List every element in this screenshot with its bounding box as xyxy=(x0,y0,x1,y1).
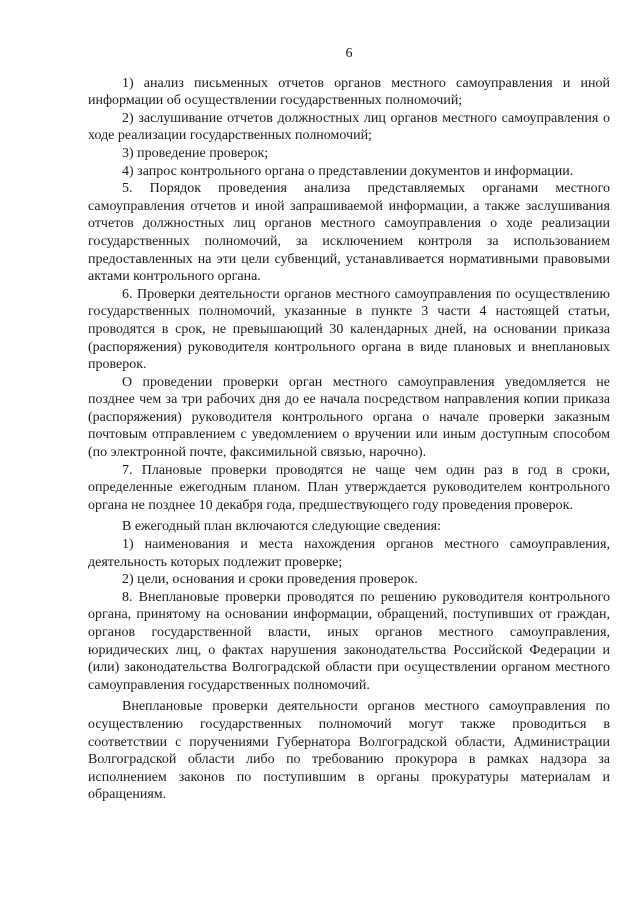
paragraph-plan-contents: В ежегодный план включаются следующие сведения: xyxy=(122,519,441,535)
paragraph-item-2: 2) заслушивание отчетов должностных лиц органов местного самоуправления о ходе реализации государственных полномочий; xyxy=(88,110,610,144)
page-number: 6 xyxy=(345,46,353,61)
paragraph-unscheduled-inspections: Внеплановые проверки деятельности органов местного самоуправления по осуществлению государственных полномочий могут также проводиться в соответствии с поручениями Губернатора Волгоградской области, Администрации Волгоградской области либо по требованию прокурора в рамках надзора за исполнением законов по поступившим в органы прокуратуры материалам и обращениям. xyxy=(88,699,610,803)
paragraph-point-5: 5. Порядок проведения анализа представляемых органами местного самоуправления отчетов и иной запрашиваемой информации, а также заслушивания отчетов должностных лиц органов местного самоуправления о ходе реализации государственных полномочий, за исключением контроля за использованием предоставленных на эти цели субвенций, устанавливается нормативными правовыми актами контрольного органа. xyxy=(88,181,610,285)
paragraph-item-3: 3) проведение проверок; xyxy=(122,145,269,161)
paragraph-item-1: 1) анализ письменных отчетов органов местного самоуправления и иной информации об осуществлении государственных полномочий; xyxy=(88,75,610,109)
paragraph-item-4: 4) запрос контрольного органа о представлении документов и информации. xyxy=(122,163,574,179)
paragraph-notification: О проведении проверки орган местного самоуправления уведомляется не позднее чем за три рабочих дня до ее начала посредством направления копии приказа (распоряжения) руководителя контрольного органа о начале проверки заказным почтовым отправлением с уведомлением о вручении или иным доступным способом (по электронной почте, факсимильной связью, нарочно). xyxy=(88,374,610,461)
paragraph-plan-item-1: 1) наименования и места нахождения органов местного самоуправления, деятельность которых подлежит проверке; xyxy=(88,537,610,570)
paragraph-point-6: 6. Проверки деятельности органов местного самоуправления по осуществлению государственных полномочий, указанные в пункте 3 части 4 настоящей статьи, проводятся в срок, не превышающий 30 календарных дней, на основании приказа (распоряжения) руководителя контрольного органа в виде плановых и внеплановых проверок. xyxy=(88,286,610,373)
paragraph-point-7: 7. Плановые проверки проводятся не чаще чем один раз в год в сроки, определенные ежегодным планом. План утверждается руководителем контрольного органа не позднее 10 декабря года, предшествующего году проведения проверок. xyxy=(88,462,610,513)
paragraph-point-8: 8. Внеплановые проверки проводятся по решению руководителя контрольного органа, принятому на основании информации, обращений, поступивших от граждан, органов государственной власти, иных органов местного самоуправления, юридических лиц, о фактах нарушения законодательства Российской Федерации и (или) законодательства Волгоградской области при осуществлении органом местного самоуправления государственных полномочий. xyxy=(88,589,610,693)
paragraph-plan-item-2: 2) цели, основания и сроки проведения проверок. xyxy=(122,572,418,588)
